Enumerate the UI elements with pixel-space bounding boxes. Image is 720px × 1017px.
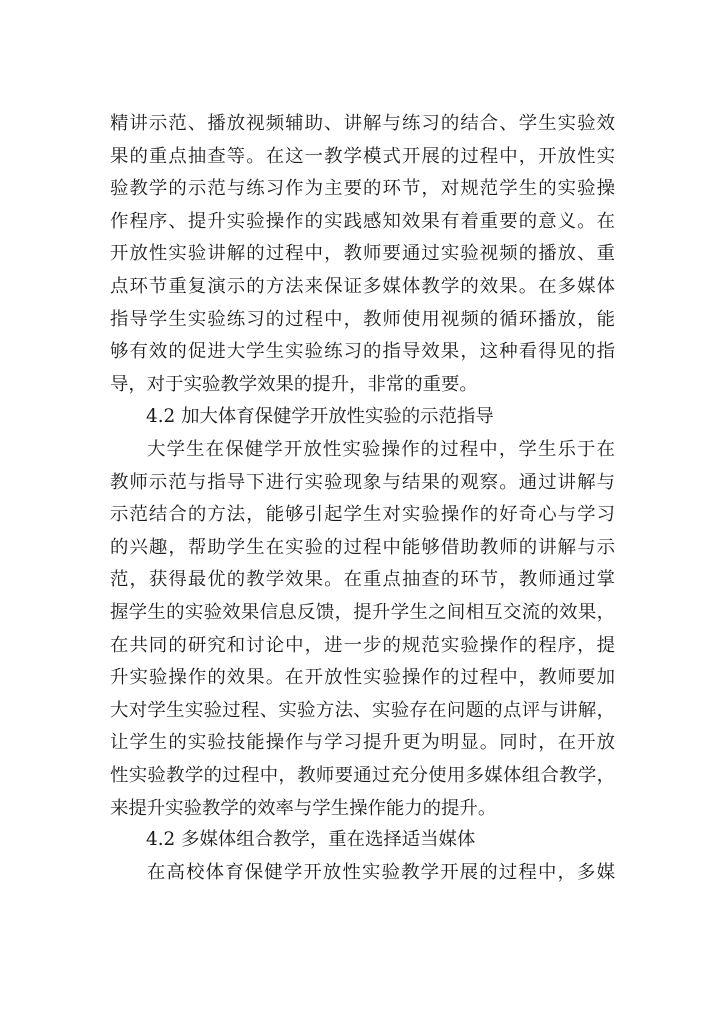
paragraph-line: 教师示范与指导下进行实验现象与结果的观察。通过讲解与: [110, 471, 615, 493]
paragraph-line: 够有效的促进大学生实验练习的指导效果，这种看得见的指: [110, 341, 615, 363]
paragraph-line: 升实验操作的效果。在开放性实验操作的过程中，教师要加: [110, 667, 615, 689]
paragraph-line: 点环节重复演示的方法来保证多媒体教学的效果。在多媒体: [110, 275, 615, 297]
paragraph-line: 性实验教学的过程中，教师要通过充分使用多媒体组合教学，: [110, 764, 615, 786]
paragraph-line: 范，获得最优的教学效果。在重点抽查的环节，教师通过掌: [110, 569, 615, 591]
paragraph-3: [110, 857, 615, 890]
paragraph-line: 来提升实验教学的效率与学生操作能力的提升。: [110, 797, 497, 819]
paragraph-line: 指导学生实验练习的过程中，教师使用视频的循环播放，能: [110, 308, 615, 330]
section-heading: 4.2 加大体育保健学开放性实验的示范指导: [146, 406, 494, 427]
paragraph-line: 的兴趣，帮助学生在实验的过程中能够借助教师的讲解与示: [110, 536, 615, 558]
paragraph-line: 作程序、提升实验操作的实践感知效果有着重要的意义。在: [110, 210, 615, 232]
paragraph-line: 果的重点抽查等。在这一教学模式开展的过程中，开放性实: [110, 145, 615, 167]
paragraph-line: 验教学的示范与练习作为主要的环节，对规范学生的实验操: [110, 178, 615, 200]
paragraph-line: 导，对于实验教学效果的提升，非常的重要。: [110, 373, 478, 395]
section-heading: 4.2 多媒体组合教学，重在选择适当媒体: [146, 829, 476, 850]
paragraph-line: 让学生的实验技能操作与学习提升更为明显。同时，在开放: [110, 732, 615, 754]
paragraph-line: 大学生在保健学开放性实验操作的过程中，学生乐于在: [147, 439, 615, 460]
paragraph-line: 大对学生实验过程、实验方法、实验存在问题的点评与讲解，: [110, 699, 615, 721]
paragraph-2: [110, 434, 615, 825]
paragraph-line: 开放性实验讲解的过程中，教师要通过实验视频的播放、重: [110, 243, 615, 265]
paragraph-line: 握学生的实验效果信息反馈，提升学生之间相互交流的效果，: [110, 601, 615, 623]
paragraph-1: [110, 108, 615, 401]
paragraph-line: 在高校体育保健学开放性实验教学开展的过程中，多媒: [147, 862, 615, 883]
paragraph-line: 精讲示范、播放视频辅助、讲解与练习的结合、学生实验效: [110, 113, 615, 134]
paragraph-line: 在共同的研究和讨论中，进一步的规范实验操作的程序，提: [110, 634, 615, 656]
paragraph-line: 示范结合的方法，能够引起学生对实验操作的好奇心与学习: [110, 504, 615, 526]
